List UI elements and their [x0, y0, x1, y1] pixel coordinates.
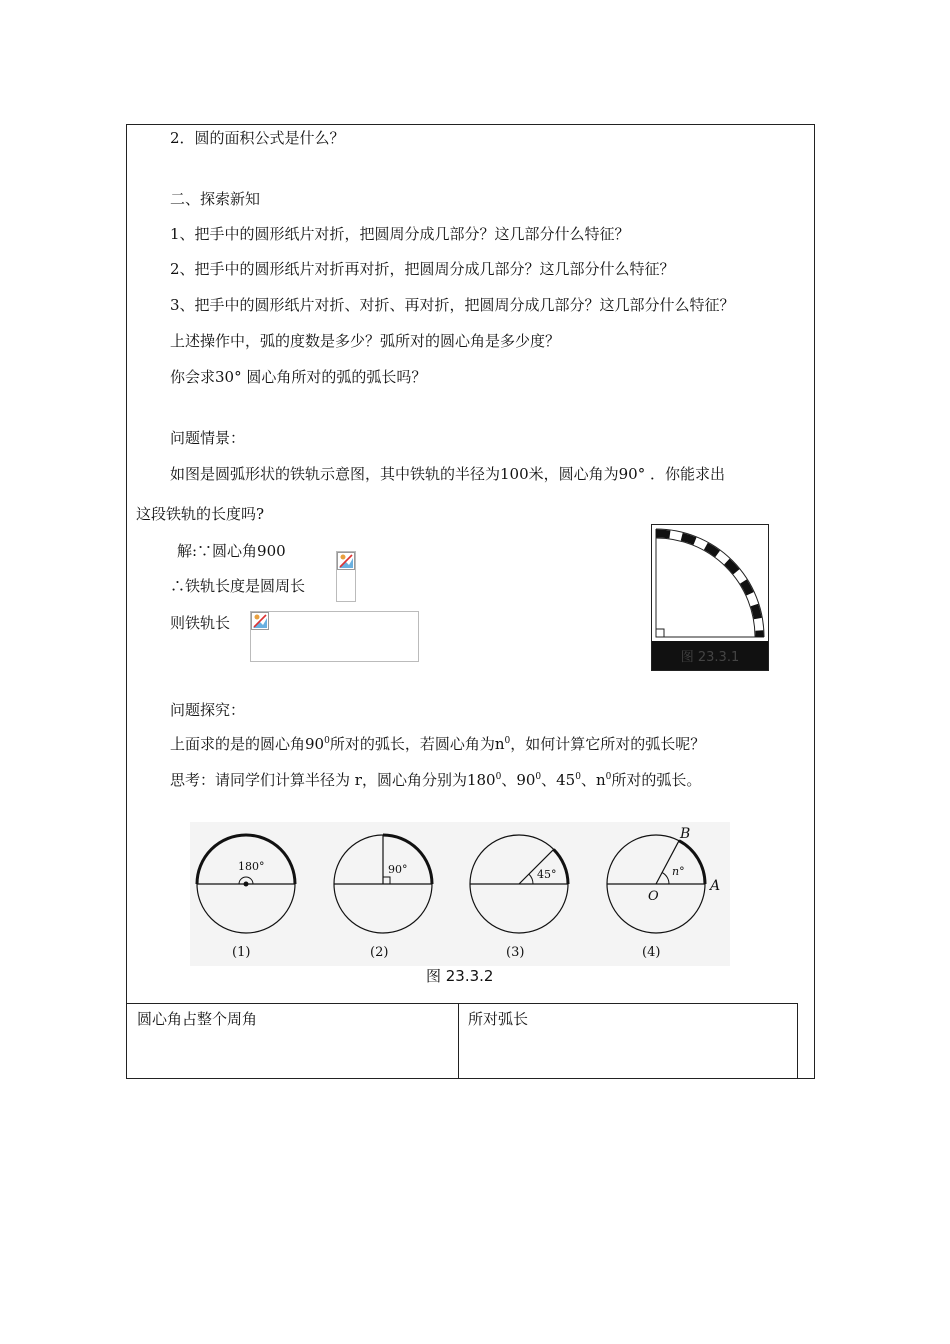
broken-image-icon — [337, 552, 355, 570]
point-a-label: A — [710, 878, 721, 894]
answer-table — [126, 1003, 798, 1079]
angle-label-45: 45° — [537, 868, 557, 881]
angle-label-90: 90° — [388, 863, 408, 876]
explore-line-1: 上面求的是的圆心角$90^0$所对的弧长，若圆心角为$n^0$，如何计算它所对的弧长呢？ — [170, 735, 706, 753]
section-heading: 二、探索新知 — [170, 190, 261, 208]
angle-label-n: n° — [672, 865, 685, 878]
sub-label-1: (1) — [232, 945, 251, 960]
paragraph-1: 1、把手中的圆形纸片对折，把圆周分成几部分？这几部分什么特征？ — [170, 225, 630, 243]
solution-line-1: 解:∵圆心角900 — [177, 542, 286, 560]
solution-line-3: 则铁轨长 — [170, 614, 231, 632]
point-b-label: B — [680, 826, 691, 842]
figure-1-caption: 图 23.3.1 — [680, 650, 740, 665]
sub-label-3: (3) — [506, 945, 525, 960]
sub-label-4: (4) — [642, 945, 661, 960]
question-2: 2．圆的面积公式是什么？ — [170, 129, 345, 147]
scenario-title: 问题情景： — [170, 429, 246, 447]
explore-title: 问题探究： — [170, 701, 246, 719]
solution-line-2: ∴铁轨长度是圆周长 — [170, 577, 306, 595]
table-header-angle: 圆心角占整个周角 — [137, 1010, 258, 1028]
sub-label-2: (2) — [370, 945, 389, 960]
table-header-arc: 所对弧长 — [468, 1010, 529, 1028]
center-o-label: O — [648, 889, 659, 904]
think-line: 思考：请同学们计算半径为 r，圆心角分别为$180^0$、$90^0$、$45^0$、$n^0$所对的弧长。 — [170, 771, 702, 789]
formula-image-2 — [250, 611, 419, 662]
paragraph-4: 上述操作中，弧的度数是多少？弧所对的圆心角是多少度？ — [170, 332, 561, 350]
scenario-line-1: 如图是圆弧形状的铁轨示意图，其中铁轨的半径为100米，圆心角为90° ．你能求出 — [170, 465, 725, 483]
figure-2-caption: 图 23.3.2 — [426, 967, 494, 985]
angle-label-180: 180° — [238, 860, 265, 873]
railway-arc-figure — [651, 524, 769, 671]
broken-image-icon — [251, 612, 269, 630]
paragraph-2: 2、把手中的圆形纸片对折再对折，把圆周分成几部分？这几部分什么特征？ — [170, 260, 675, 278]
paragraph-5: 你会求30° 圆心角所对的弧的弧长吗？ — [170, 368, 427, 386]
scenario-line-2: 这段铁轨的长度吗? — [136, 505, 265, 523]
paragraph-3: 3、把手中的圆形纸片对折、对折、再对折，把圆周分成几部分？这几部分什么特征？ — [170, 296, 735, 314]
four-circles-figure — [190, 822, 730, 966]
